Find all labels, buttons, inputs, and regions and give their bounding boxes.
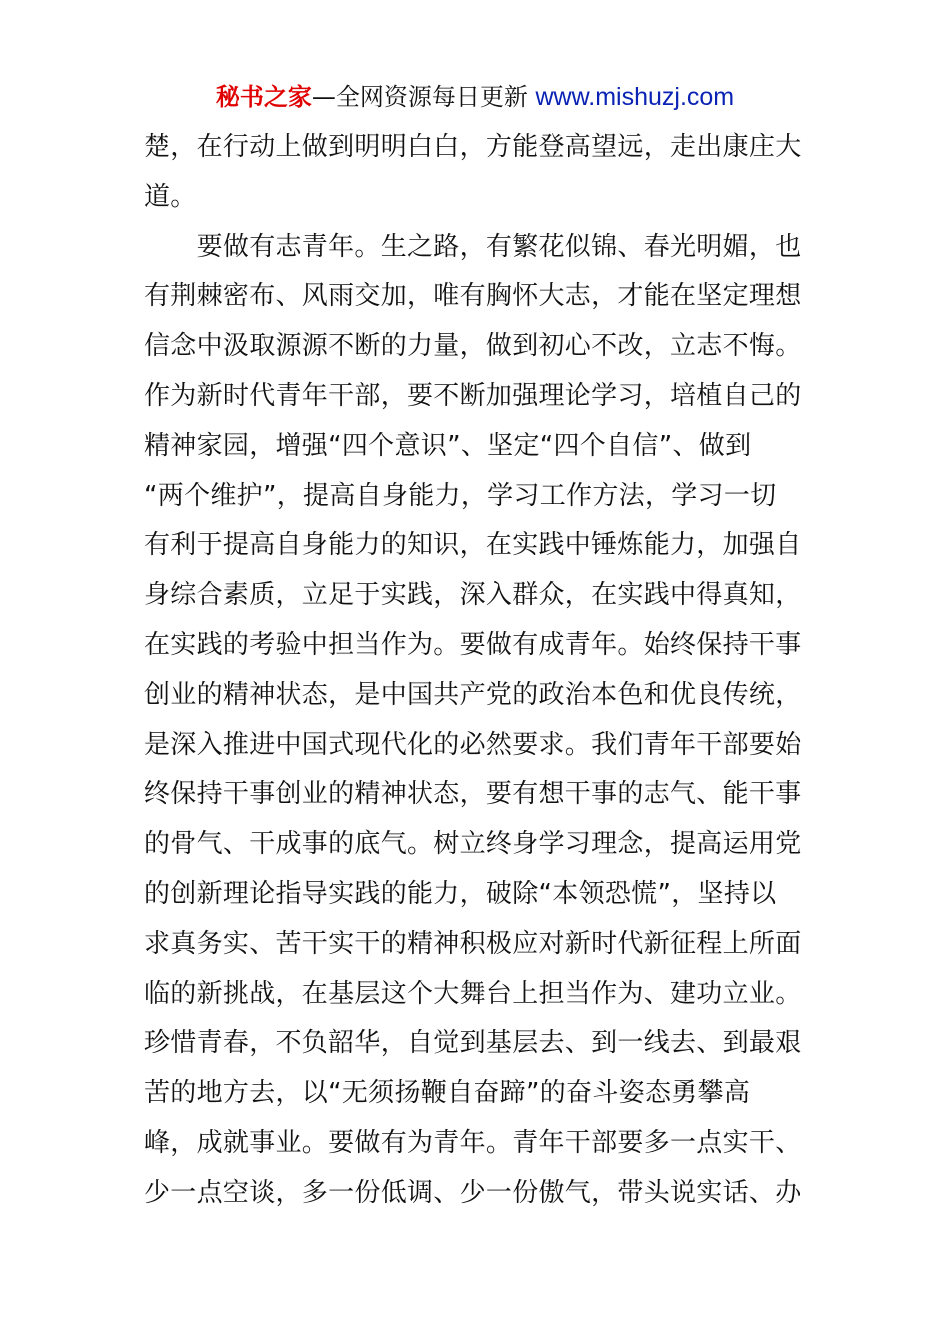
text-line: 的骨气、干成事的底气。树立终身学习理念，提高运用党 (144, 829, 802, 860)
text-line: 在实践的考验中担当作为。要做有成青年。始终保持干事 (144, 629, 802, 660)
text-line: 终保持干事创业的精神状态，要有想干事的志气、能干事 (144, 779, 802, 810)
text-line: 是深入推进中国式现代化的必然要求。我们青年干部要始 (144, 729, 802, 760)
text-line: 楚，在行动上做到明明白白，方能登高望远，走出康庄大 (144, 132, 802, 162)
text-line: 有荆棘密布、风雨交加，唯有胸怀大志，才能在坚定理想 (144, 281, 802, 312)
text-line: 求真务实、苦干实干的精神积极应对新时代新征程上所面 (144, 928, 802, 959)
text-line: 精神家园，增强“四个意识”、坚定“四个自信”、做到 (144, 430, 752, 461)
site-brand: 秘书之家 (215, 83, 312, 111)
text-line: 少一点空谈，多一份低调、少一份傲气，带头说实话、办 (144, 1177, 802, 1208)
text-line: 临的新挑战，在基层这个大舞台上担当作为、建功立业。 (144, 978, 802, 1009)
text-line: 珍惜青春，不负韶华，自觉到基层去、到一线去、到最艰 (144, 1028, 802, 1059)
text-line: 有利于提高自身能力的知识，在实践中锤炼能力，加强自 (144, 530, 802, 561)
site-tagline: —全网资源每日更新 (311, 83, 528, 111)
text-line: 苦的地方去，以“无须扬鞭自奋蹄”的奋斗姿态勇攀高 (144, 1078, 751, 1109)
document-body (144, 123, 809, 1219)
text-line: 的创新理论指导实践的能力，破除“本领恐慌”，坚持以 (144, 878, 777, 909)
text-line: 信念中汲取源源不断的力量，做到初心不改，立志不悔。 (144, 331, 802, 362)
text-line: 峰，成就事业。要做有为青年。青年干部要多一点实干、 (144, 1127, 802, 1158)
text-line: 作为新时代青年干部，要不断加强理论学习，培植自己的 (144, 380, 802, 411)
text-line: 要做有志青年。生之路，有繁花似锦、春光明媚，也 (144, 231, 802, 262)
text-line: 道。 (144, 181, 197, 212)
text-line: “两个维护”，提高自身能力，学习工作方法，学习一切 (144, 480, 777, 511)
page-header (0, 80, 950, 114)
text-line: 身综合素质，立足于实践，深入群众，在实践中得真知， (144, 580, 802, 611)
site-url[interactable]: www.mishuzj.com (535, 83, 735, 111)
text-line: 创业的精神状态，是中国共产党的政治本色和优良传统， (144, 679, 802, 710)
